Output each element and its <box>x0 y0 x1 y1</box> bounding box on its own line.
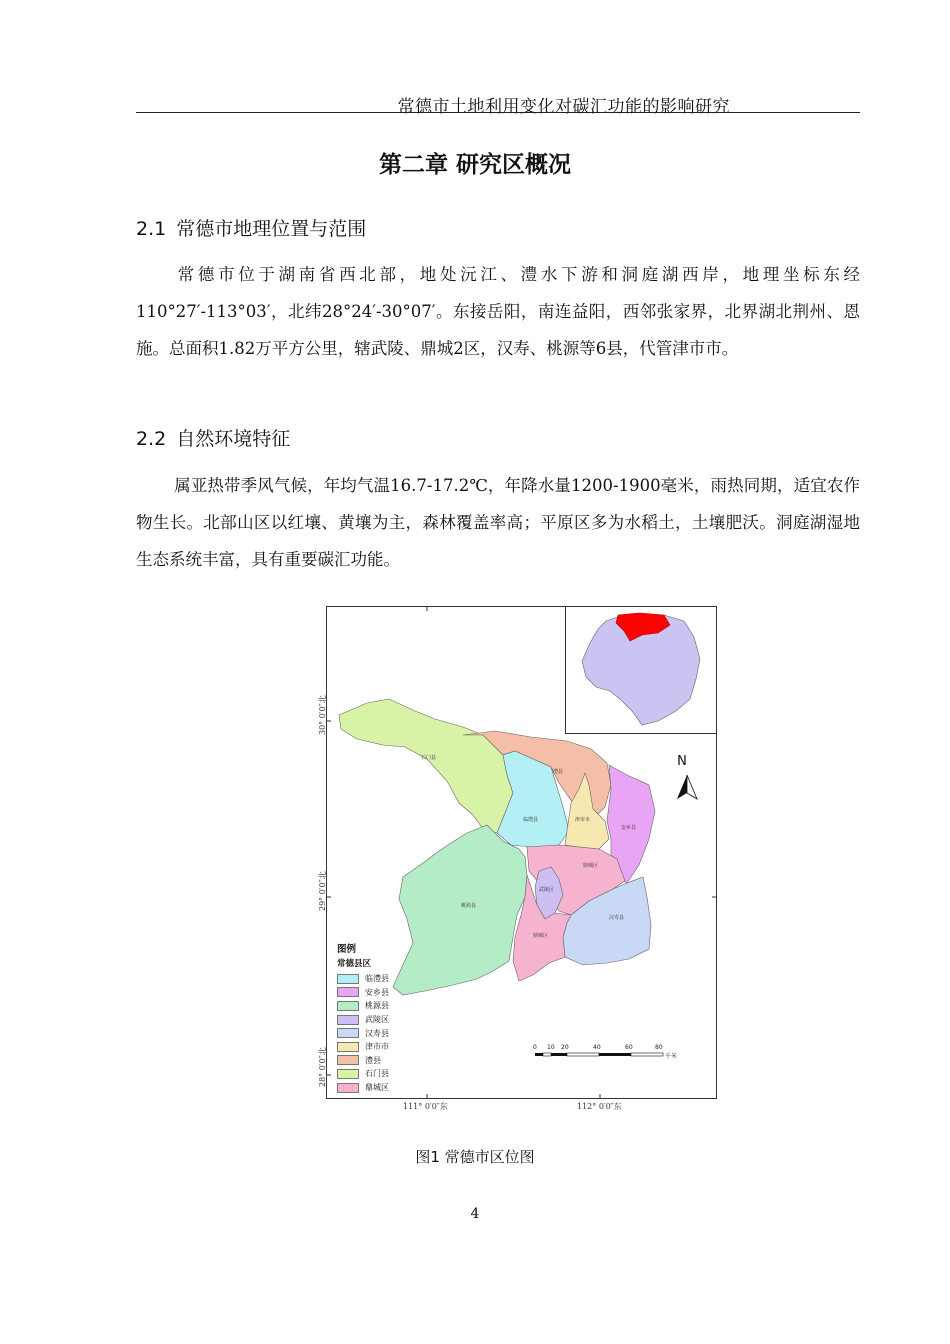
legend-label: 临澧县 <box>365 974 389 984</box>
legend-swatch <box>337 1069 359 1079</box>
province-inset-map <box>565 607 716 734</box>
north-arrow-right <box>687 775 697 799</box>
inset-canvas <box>566 607 716 733</box>
label-taoyuan: 桃源县 <box>461 903 477 909</box>
scale-seg-5 <box>599 1053 631 1056</box>
legend-label: 安乡县 <box>365 987 389 997</box>
location-map-figure <box>318 606 717 1111</box>
legend-label: 桃源县 <box>365 1001 389 1011</box>
page-number: 4 <box>470 1206 480 1222</box>
scale-seg-4 <box>567 1053 599 1056</box>
scale-seg-3 <box>551 1053 567 1056</box>
lon-label-111: 111° 0′0″东 <box>403 1102 448 1111</box>
legend-item <box>337 972 389 986</box>
north-label: N <box>677 754 687 769</box>
map-legend <box>337 941 389 1094</box>
label-linli: 临澧县 <box>523 817 539 823</box>
header-rule <box>136 112 860 113</box>
scale-tick-10: 10 <box>547 1044 555 1051</box>
section-title: 自然环境特征 <box>176 428 291 450</box>
section-paragraph-2-2 <box>136 467 860 578</box>
legend-item <box>337 1013 389 1027</box>
legend-swatch <box>337 1001 359 1011</box>
label-hanshou: 汉寿县 <box>609 915 625 921</box>
legend-item <box>337 1026 389 1040</box>
label-anxiang: 安乡县 <box>621 825 637 831</box>
legend-swatch <box>337 1083 359 1093</box>
region-shimen <box>339 699 513 833</box>
legend-swatch <box>337 987 359 997</box>
north-arrow <box>677 754 697 799</box>
legend-label: 澧县 <box>365 1055 381 1065</box>
section-heading-2-2 <box>136 424 290 451</box>
scale-seg-6 <box>631 1053 663 1056</box>
label-dingcheng-n: 鼎城区 <box>583 863 599 869</box>
lat-label-29: 29° 0′0″北 <box>318 871 327 911</box>
section-paragraph-2-1 <box>136 256 860 367</box>
chapter-title: 第二章 研究区概况 <box>378 152 571 178</box>
north-arrow-left <box>677 775 687 799</box>
scale-seg-2 <box>543 1053 551 1056</box>
legend-subtitle: 常德县区 <box>337 959 372 969</box>
legend-item <box>337 1054 389 1068</box>
region-taoyuan <box>393 825 527 995</box>
legend-label: 石门县 <box>365 1069 389 1079</box>
scale-tick-20: 20 <box>561 1044 569 1051</box>
label-wuling: 武陵区 <box>539 887 555 893</box>
legend-swatch <box>337 1042 359 1052</box>
legend-item <box>337 1067 389 1081</box>
scale-tick-80: 80 <box>655 1044 663 1051</box>
figure-caption: 图1 常德市区位图 <box>415 1148 535 1166</box>
scale-seg-1 <box>535 1053 543 1056</box>
paragraph-text: 属亚热带季风气候，年均气温16.7-17.2℃，年降水量1200-1900毫米，雨热同期，适宜农作物生长。北部山区以红壤、黄壤为主，森林覆盖率高；平原区多为水稻土，土壤肥沃。洞庭湖湿地生态系统丰富，具有重要碳汇功能。 <box>136 476 860 569</box>
legend-label: 鼎城区 <box>365 1083 389 1093</box>
legend-item <box>337 986 389 1000</box>
lat-label-30: 30° 0′0″北 <box>318 695 327 735</box>
legend-item <box>337 999 389 1013</box>
legend-swatch <box>337 1028 359 1038</box>
scale-tick-60: 60 <box>625 1044 633 1051</box>
legend-label: 武陵区 <box>365 1015 389 1025</box>
paragraph-text: 常德市位于湖南省西北部，地处沅江、澧水下游和洞庭湖西岸，地理坐标东经110°27′-113°03′，北纬28°24′-30°07′。东接岳阳，南连益阳，西邻张家界，北界湖北荆州、恩施。总面积1.82万平方公里，辖武陵、鼎城2区，汉寿、桃源等6县，代管津市市。 <box>136 265 860 358</box>
legend-swatch <box>337 974 359 984</box>
section-title: 常德市地理位置与范围 <box>176 218 367 240</box>
scale-bar <box>533 1044 677 1060</box>
label-lixian: 澧县 <box>553 769 564 775</box>
section-number: 2.1 <box>136 218 167 240</box>
section-number: 2.2 <box>136 428 167 450</box>
scale-tick-0: 0 <box>533 1044 537 1051</box>
scale-tick-40: 40 <box>593 1044 601 1051</box>
legend-swatch <box>337 1015 359 1025</box>
legend-item <box>337 1081 389 1095</box>
legend-label: 汉寿县 <box>365 1028 389 1038</box>
legend-label: 津市市 <box>365 1042 389 1052</box>
label-shimen: 石门县 <box>421 755 437 761</box>
legend-item <box>337 1040 389 1054</box>
label-jinshi: 津市市 <box>575 817 591 823</box>
legend-title: 图例 <box>337 944 357 955</box>
running-title: 常德市土地利用变化对碳汇功能的影响研究 <box>397 97 730 117</box>
legend-swatch <box>337 1055 359 1065</box>
scale-unit: 千米 <box>665 1053 678 1060</box>
section-heading-2-1 <box>136 214 366 241</box>
lon-label-112: 112° 0′0″东 <box>577 1102 622 1111</box>
lat-label-28: 28° 0′0″北 <box>318 1047 327 1087</box>
label-dingcheng-s: 鼎城区 <box>533 933 549 939</box>
